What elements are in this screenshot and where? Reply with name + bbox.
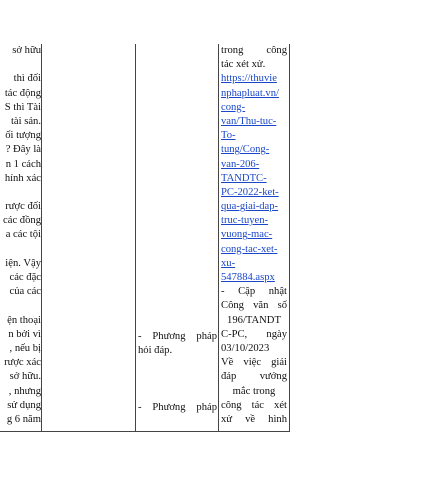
text-line: ? Đây là: [5, 144, 41, 156]
text-line: , nhưng: [8, 385, 41, 397]
link-line[interactable]: van-206-: [221, 158, 260, 170]
text-line: sở hữu.: [9, 371, 41, 383]
text-line: ện thoại: [7, 314, 41, 326]
column-3-methods: [138, 330, 217, 415]
text-line: mắc trong: [232, 385, 276, 397]
link-line[interactable]: cong-: [221, 101, 246, 113]
text-line: , nếu bị: [9, 342, 41, 354]
text-line: rược đối: [5, 201, 41, 213]
column-1-text: [0, 44, 41, 427]
text-line: 196/TANDT: [227, 314, 281, 326]
text-line: rược xác: [4, 357, 41, 369]
text-line: - Cập nhật: [221, 286, 287, 298]
table-border-vertical: [135, 44, 136, 432]
text-line: tác xét xử.: [221, 59, 266, 71]
link-line[interactable]: 547884.aspx: [221, 272, 275, 283]
text-line: S thì Tài: [4, 101, 41, 113]
text-line: xử về hình: [221, 413, 287, 425]
method-line: - Phương pháp: [138, 331, 217, 342]
text-line: các đặc: [9, 272, 41, 283]
link-line[interactable]: https://thuvie: [221, 73, 277, 85]
text-line: Công văn số: [221, 300, 287, 312]
link-line[interactable]: xu-: [221, 257, 236, 269]
text-line: tài sản.: [10, 115, 41, 127]
text-line: C-PC, ngày: [221, 328, 287, 340]
reference-link[interactable]: [221, 72, 287, 285]
link-line[interactable]: TANDTC-: [221, 172, 267, 184]
column-4-references: [221, 44, 287, 427]
text-line: sử dụng: [7, 399, 41, 411]
table-border-vertical: [41, 44, 42, 432]
text-line: công tác xét: [221, 399, 287, 411]
table-border-vertical: [289, 44, 290, 432]
text-line: a các tội: [5, 229, 41, 241]
text-line: g 6 năm: [6, 413, 41, 425]
text-line: của các: [9, 286, 41, 298]
text-line: hính xác: [4, 172, 41, 184]
link-line[interactable]: cong-tac-xet-: [221, 243, 278, 255]
text-line: các đồng: [3, 215, 41, 227]
link-line[interactable]: PC-2022-ket-: [221, 186, 279, 198]
text-line: đáp vướng: [221, 371, 287, 383]
link-line[interactable]: van/Thu-tuc-: [221, 115, 277, 127]
table-border-bottom: [0, 431, 290, 432]
link-line[interactable]: tung/Cong-: [221, 144, 270, 156]
text-line: tác động: [4, 87, 41, 99]
link-line[interactable]: vuong-mac-: [221, 229, 273, 241]
table-border-vertical: [218, 44, 219, 432]
method-line: hỏi đáp.: [138, 345, 173, 357]
text-line: sở hữu: [12, 45, 41, 56]
text-line: ối tượng: [5, 130, 41, 142]
text-line: thì đối: [13, 73, 41, 85]
text-line: iện. Vậy: [5, 257, 41, 269]
text-line: n bởi vì: [8, 328, 41, 340]
link-line[interactable]: nphapluat.vn/: [221, 87, 279, 99]
text-line: n 1 cách: [5, 158, 41, 170]
link-line[interactable]: truc-tuyen-: [221, 215, 269, 227]
text-line: Về việc giải: [221, 357, 287, 369]
text-line: trong công: [221, 45, 287, 56]
method-line: - Phương pháp: [138, 401, 217, 413]
link-line[interactable]: qua-giai-dap-: [221, 201, 279, 213]
text-line: 03/10/2023: [221, 342, 270, 354]
link-line[interactable]: To-: [221, 130, 236, 142]
